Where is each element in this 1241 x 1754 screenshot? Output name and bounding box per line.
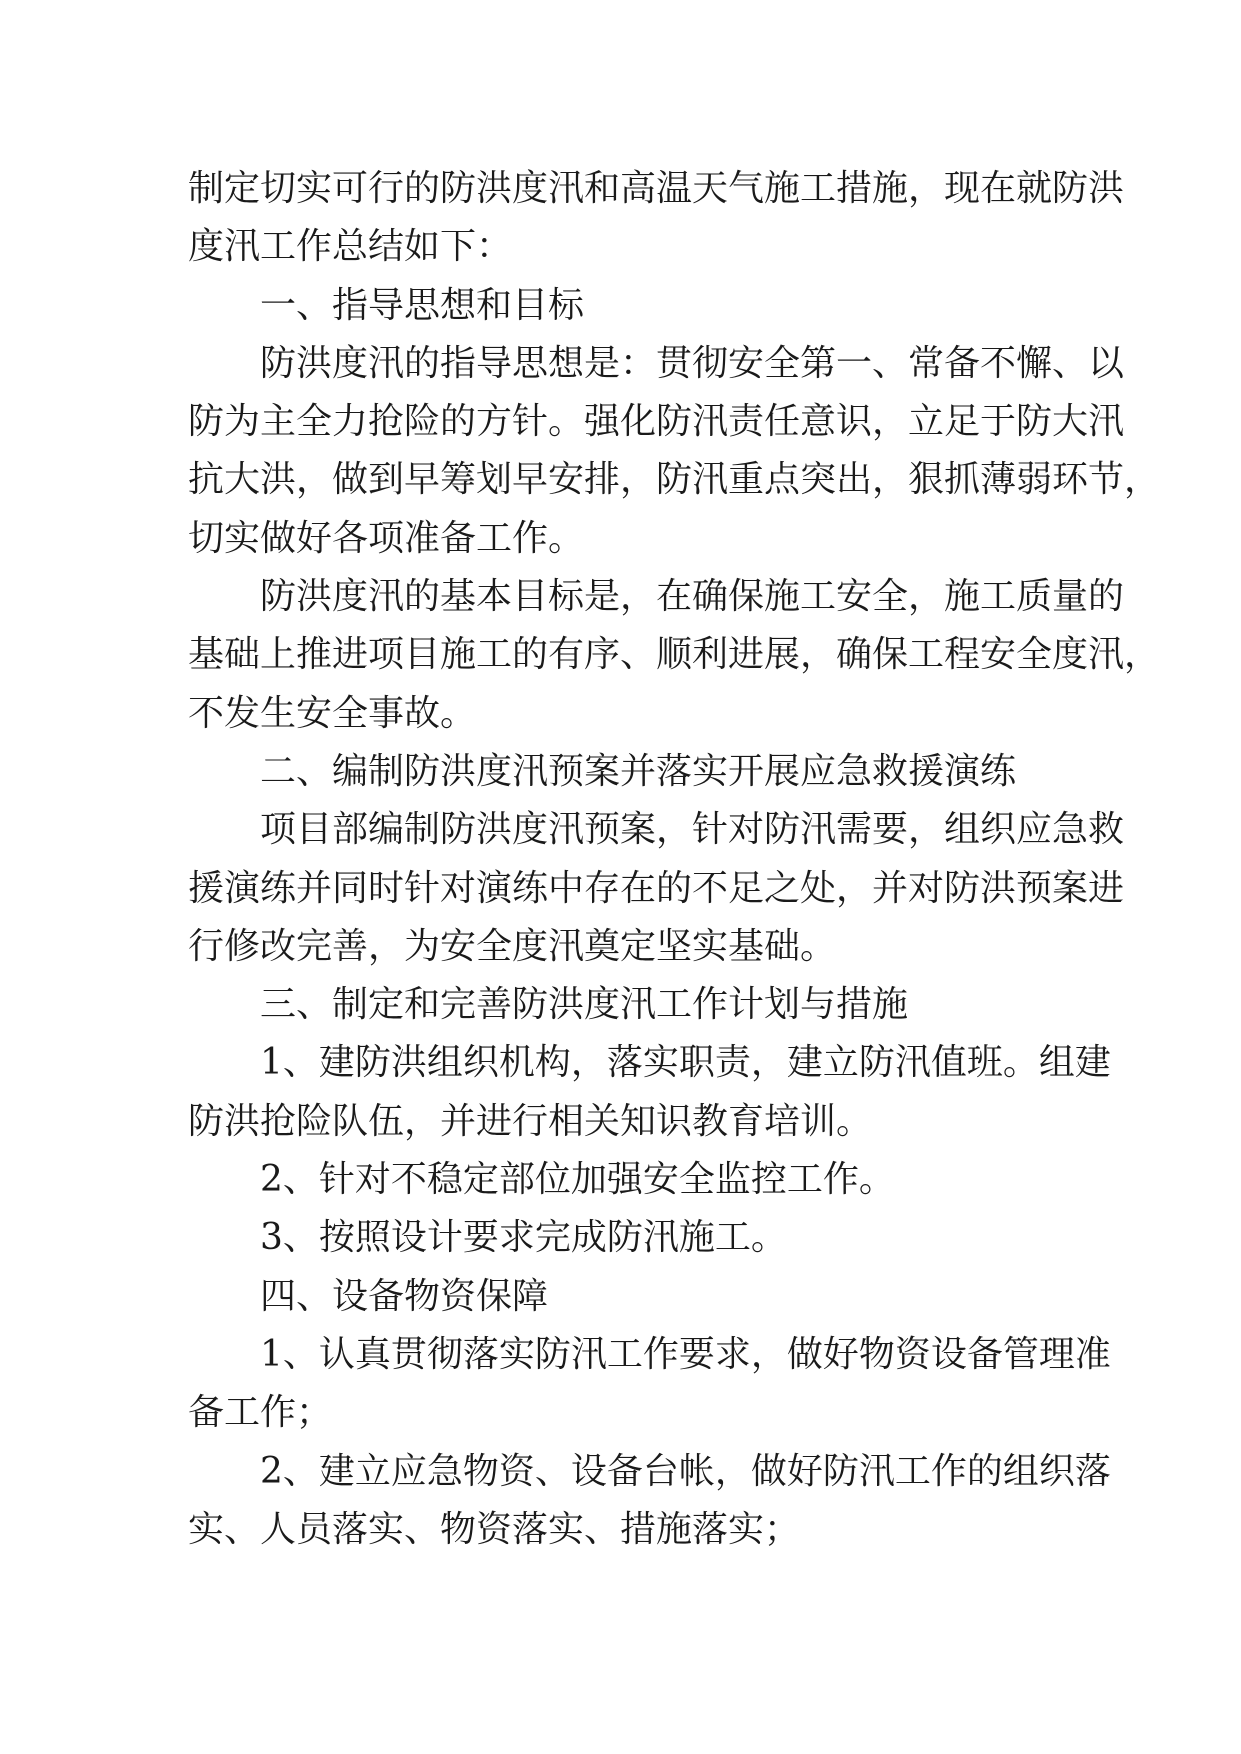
text-line: 援演练并同时针对演练中存在的不足之处，并对防洪预案进 — [188, 867, 1125, 909]
text-line: 制定切实可行的防洪度汛和高温天气施工措施，现在就防洪 — [188, 168, 1125, 209]
paragraph — [188, 1268, 1050, 1326]
text-line: 实、人员落实、物资落实、措施落实； — [188, 1508, 801, 1550]
paragraph — [188, 1034, 1111, 1151]
text-line: 防为主全力抢险的方针。强化防汛责任意识，立足于防大汛 — [188, 401, 1125, 443]
paragraph — [188, 743, 1050, 801]
text-line: 3、按照设计要求完成防汛施工。 — [260, 1217, 787, 1259]
paragraph — [188, 976, 1050, 1034]
text-line: 一、指导思想和目标 — [260, 284, 585, 326]
paragraph — [188, 568, 1161, 743]
text-line: 防洪抢险队伍，并进行相关知识教育培训。 — [188, 1100, 873, 1142]
paragraph — [188, 160, 1125, 277]
text-line: 不发生安全事故。 — [188, 692, 477, 734]
paragraph — [188, 1151, 1050, 1209]
text-line: 抗大洪，做到早筹划早安排，防汛重点突出，狠抓薄弱环节， — [188, 459, 1161, 501]
paragraph — [188, 1326, 1111, 1443]
text-line: 三、制定和完善防洪度汛工作计划与措施 — [260, 984, 909, 1026]
paragraph — [188, 277, 1050, 335]
text-line: 行修改完善，为安全度汛奠定坚实基础。 — [188, 925, 837, 967]
text-line: 2、建立应急物资、设备台帐，做好防汛工作的组织落 — [260, 1450, 1111, 1492]
text-line: 1、认真贯彻落实防汛工作要求，做好物资设备管理准 — [260, 1333, 1111, 1375]
text-line: 防洪度汛的指导思想是：贯彻安全第一、常备不懈、以 — [260, 342, 1125, 384]
text-line: 切实做好各项准备工作。 — [188, 517, 585, 559]
paragraph — [188, 801, 1125, 976]
paragraph — [188, 1443, 1111, 1560]
text-line: 度汛工作总结如下： — [188, 226, 513, 268]
paragraph — [188, 1209, 1050, 1267]
paragraph — [188, 335, 1161, 568]
text-line: 基础上推进项目施工的有序、顺利进展，确保工程安全度汛， — [188, 634, 1161, 676]
text-line: 2、针对不稳定部位加强安全监控工作。 — [260, 1159, 895, 1201]
document-body — [188, 160, 1161, 1559]
text-line: 四、设备物资保障 — [260, 1275, 549, 1317]
text-line: 二、编制防洪度汛预案并落实开展应急救援演练 — [260, 750, 1017, 792]
text-line: 1、建防洪组织机构，落实职责，建立防汛值班。组建 — [260, 1042, 1111, 1084]
text-line: 备工作； — [188, 1392, 333, 1434]
text-line: 防洪度汛的基本目标是，在确保施工安全，施工质量的 — [260, 576, 1125, 618]
text-line: 项目部编制防洪度汛预案，针对防汛需要，组织应急救 — [260, 809, 1125, 851]
